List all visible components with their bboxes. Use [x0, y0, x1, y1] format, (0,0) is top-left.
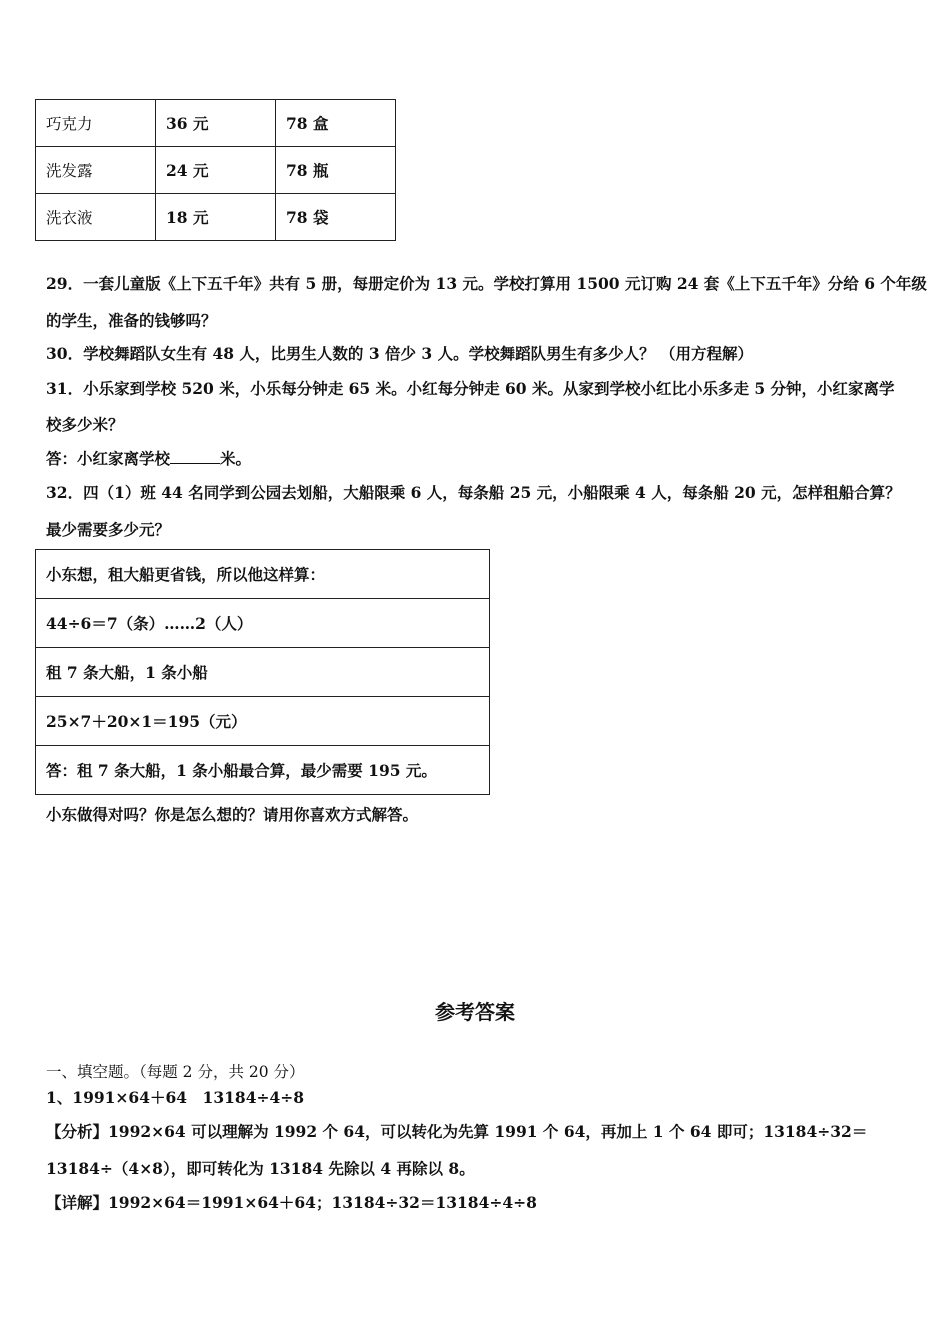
solution-line: 租 7 条大船，1 条小船: [36, 648, 490, 697]
answers-heading: 参考答案: [435, 1000, 515, 1024]
item-cell: 洗发露: [36, 147, 156, 194]
table-row: [36, 550, 490, 599]
price-table: [35, 99, 396, 241]
table-row: [36, 697, 490, 746]
question-31-line2: 校多少米？: [46, 415, 124, 434]
table-row: [36, 648, 490, 697]
table-row: [36, 100, 396, 147]
question-29-line1: 29．一套儿童版《上下五千年》共有 5 册，每册定价为 13 元。学校打算用 1500 元订购 24 套《上下五千年》分给 6 个年级: [46, 274, 927, 293]
solution-line: 答：租 7 条大船，1 条小船最合算，最少需要 195 元。: [36, 746, 490, 795]
solution-line: 25×7＋20×1＝195（元）: [36, 697, 490, 746]
table-row: [36, 147, 396, 194]
price-cell: 18 元: [156, 194, 276, 241]
analysis-line2: 13184÷（4×8），即可转化为 13184 先除以 4 再除以 8。: [46, 1159, 475, 1178]
item-cell: 巧克力: [36, 100, 156, 147]
analysis-line1: 【分析】1992×64 可以理解为 1992 个 64，可以转化为先算 1991 个 64，再加上 1 个 64 即可；13184÷32＝: [46, 1122, 868, 1141]
section-heading: 一、填空题。（每题 2 分，共 20 分）: [46, 1063, 305, 1081]
question-32-followup: 小东做得对吗？你是怎么想的？请用你喜欢方式解答。: [46, 805, 419, 824]
table-row: [36, 599, 490, 648]
qty-cell: 78 盒: [276, 100, 396, 147]
question-29-line2: 的学生，准备的钱够吗？: [46, 311, 217, 330]
question-32-line1: 32．四（1）班 44 名同学到公园去划船，大船限乘 6 人，每条船 25 元，小船限乘 4 人，每条船 20 元，怎样租船合算？: [46, 483, 901, 502]
price-cell: 24 元: [156, 147, 276, 194]
question-30: 30．学校舞蹈队女生有 48 人，比男生人数的 3 倍少 3 人。学校舞蹈队男生有多少人？ （用方程解）: [46, 344, 753, 363]
solution-line: 小东想，租大船更省钱，所以他这样算：: [36, 550, 490, 599]
solution-line: 44÷6＝7（条）……2（人）: [36, 599, 490, 648]
question-31-line1: 31．小乐家到学校 520 米，小乐每分钟走 65 米。小红每分钟走 60 米。从家到学校小红比小乐多走 5 分钟，小红家离学: [46, 379, 895, 398]
answer-prefix: 答：小红家离学校: [46, 449, 171, 468]
answer-1: 1、1991×64＋64 13184÷4÷8: [46, 1088, 305, 1107]
question-32-line2: 最少需要多少元？: [46, 520, 171, 539]
qty-cell: 78 瓶: [276, 147, 396, 194]
table-row: [36, 746, 490, 795]
item-cell: 洗衣液: [36, 194, 156, 241]
price-cell: 36 元: [156, 100, 276, 147]
solution-box: [35, 549, 490, 795]
detail-line: 【详解】1992×64＝1991×64＋64；13184÷32＝13184÷4÷8: [46, 1193, 537, 1212]
qty-cell: 78 袋: [276, 194, 396, 241]
answer-blank[interactable]: [170, 449, 220, 464]
answer-suffix: 米。: [220, 449, 252, 468]
question-31-answer: [46, 447, 251, 469]
table-row: [36, 194, 396, 241]
